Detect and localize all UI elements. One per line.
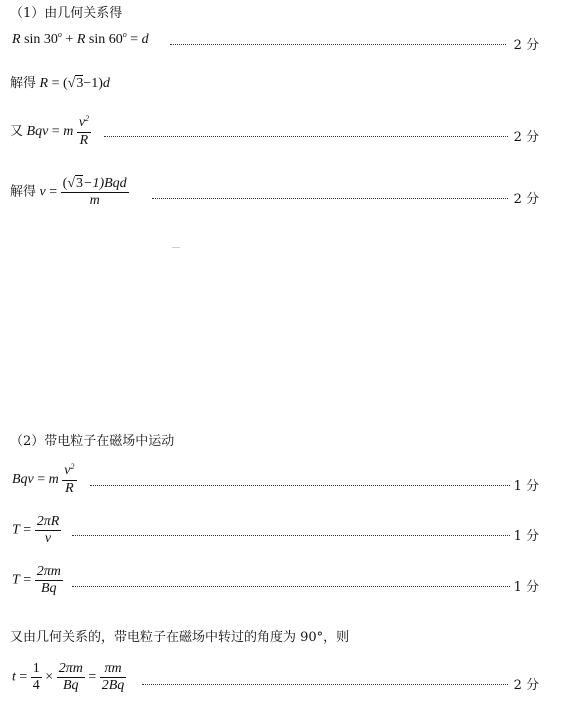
eq3-denominator: R — [79, 133, 89, 148]
eq1-R2: R — [76, 32, 86, 47]
score-1: 2 分 — [513, 38, 539, 53]
score-7: 1 分 — [513, 580, 539, 595]
equation-7 — [12, 564, 63, 597]
score-4: 2 分 — [513, 192, 539, 207]
eq8-f2-denominator: Bq — [62, 678, 79, 693]
leader-dots-6 — [72, 535, 510, 536]
eq6-numerator: 2πR — [36, 514, 60, 529]
equation-6 — [12, 514, 61, 547]
score-8: 2 分 — [513, 678, 539, 693]
eq4-numerator: (√3−1)Bqd — [62, 176, 127, 191]
eq5-numerator: $v^2$ — [62, 463, 76, 481]
eq6-eq: = — [23, 522, 32, 538]
eq4-solve-label: 解得 — [10, 183, 37, 199]
leader-dots-5 — [90, 485, 510, 486]
eq3-fraction — [77, 115, 91, 149]
equation-1 — [12, 32, 149, 48]
eq6-T: T — [12, 522, 20, 538]
eq6-denominator: v — [44, 531, 52, 546]
eq2-solve-label: 解得 — [10, 75, 37, 90]
eq5-eq: = — [37, 472, 46, 488]
leader-dots-7 — [72, 586, 510, 587]
eq6-fraction — [35, 514, 62, 547]
eq5-denominator: R — [65, 481, 74, 496]
score-6: 1 分 — [513, 529, 539, 544]
eq8-eq2: = — [88, 669, 97, 685]
score-3: 2 分 — [513, 130, 539, 145]
eq8-fraction-2 — [57, 661, 85, 694]
eq7-fraction — [35, 564, 63, 597]
eq4-v: v — [39, 184, 46, 200]
eq7-denominator: Bq — [40, 581, 57, 596]
part2-heading: （2）带电粒子在磁场中运动 — [10, 434, 175, 449]
eq8-t: t — [12, 669, 16, 685]
eq7-numerator: 2πm — [36, 564, 61, 579]
equation-4 — [10, 176, 129, 209]
equation-5 — [12, 463, 77, 497]
sqrt-sign: √ — [67, 76, 76, 91]
equation-2 — [10, 72, 110, 92]
eq1-deg2: o — [122, 30, 127, 39]
leader-dots-8 — [142, 684, 508, 685]
eq4-eq: = — [49, 184, 58, 200]
leader-dots-3 — [104, 136, 508, 137]
eq1-d: d — [141, 32, 149, 47]
eq2-minus: −1) — [83, 76, 103, 91]
eq1-plus: + — [65, 32, 74, 47]
eq3-lhs: Bqv — [26, 124, 49, 140]
eq3-again-label: 又 — [10, 123, 24, 139]
eq8-fraction-3 — [100, 661, 127, 694]
eq5-fraction — [62, 463, 76, 497]
eq1-eq: = — [130, 32, 139, 47]
eq1-R: R — [12, 32, 21, 47]
eq8-fraction-1 — [31, 661, 42, 694]
part1-heading: （1）由几何关系得 — [10, 6, 123, 21]
eq2-lp: ( — [62, 76, 68, 91]
eq7-T: T — [12, 572, 20, 588]
eq1-deg: o — [57, 30, 62, 39]
part2-sentence: 又由几何关系的，带电粒子在磁场中转过的角度为 90°，则 — [10, 630, 350, 645]
eq2-R: R — [39, 76, 49, 91]
eq8-f1-numerator: 1 — [32, 661, 40, 676]
eq8-f3-numerator: πm — [100, 661, 127, 678]
score-5: 1 分 — [513, 479, 539, 494]
eq8-f2-numerator: 2πm — [58, 661, 83, 676]
eq3-m: m — [63, 124, 74, 140]
eq7-eq: = — [23, 572, 32, 588]
eq8-eq: = — [19, 669, 28, 685]
stray-mark — [172, 247, 180, 248]
equation-3 — [10, 115, 91, 149]
eq8-f1-denominator: 4 — [32, 678, 40, 693]
eq2-three: 3 — [76, 76, 84, 91]
eq2-eq: = — [51, 76, 60, 91]
eq4-fraction — [61, 176, 129, 209]
eq5-m: m — [48, 472, 59, 488]
equation-8 — [12, 661, 126, 694]
eq3-eq: = — [51, 124, 60, 140]
leader-dots-4 — [152, 198, 508, 199]
eq3-numerator: $v^2$ — [77, 115, 91, 133]
eq8-times: × — [45, 669, 54, 685]
eq1-sin60: sin 60 — [88, 32, 123, 47]
eq5-lhs: Bqv — [12, 472, 34, 488]
eq2-d: d — [102, 76, 110, 91]
eq1-sin30: sin 30 — [24, 32, 58, 47]
eq8-f3-denominator: 2Bq — [101, 678, 125, 693]
leader-dots-1 — [170, 44, 506, 45]
eq4-denominator: m — [89, 193, 100, 208]
